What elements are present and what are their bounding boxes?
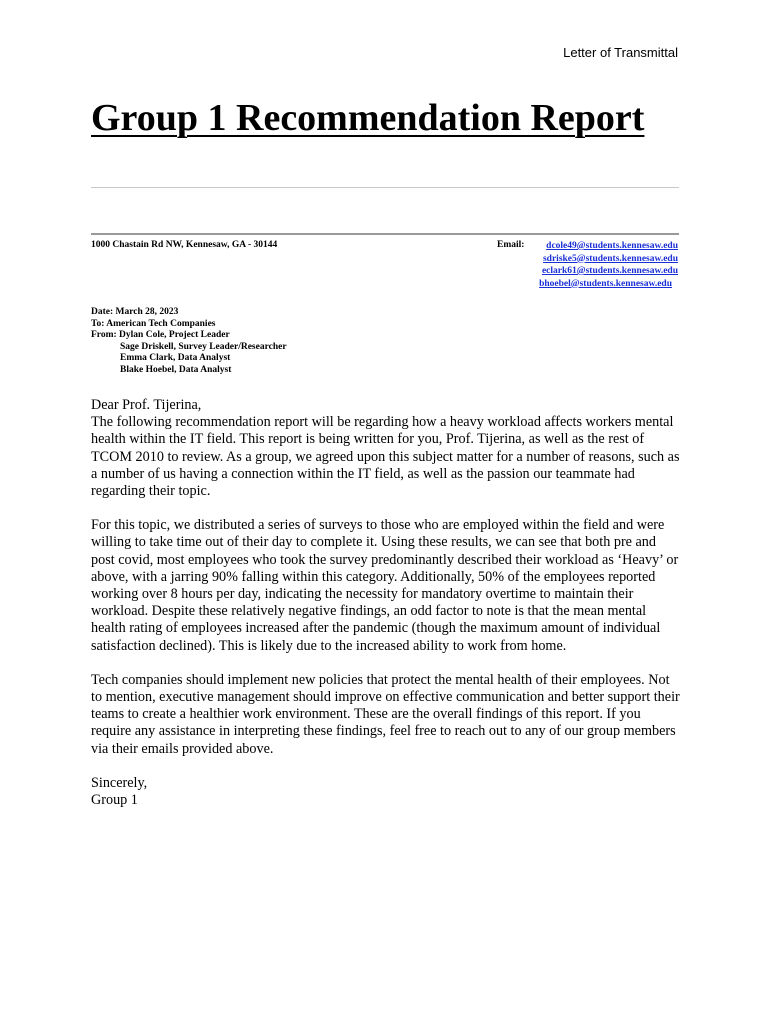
memo-from: From: Dylan Cole, Project Leader (91, 330, 230, 340)
email-label: Email: (497, 240, 525, 250)
memo-date: Date: March 28, 2023 (91, 307, 179, 317)
header-label: Letter of Transmittal (563, 45, 678, 60)
paragraph-findings: For this topic, we distributed a series of surveys to those who are employed within the field and were willing to take time out of their day to complete it. Using these results, we can see that both pre and post covid, most employees who took the survey predominantly described their workload as ‘Heavy’ or above, with a jarring 90% falling within this category. Additionally, 50% of the employees reported working over 8 hours per day, indicating the necessity for mandatory overtime to maintain their workload. Despite these relatively negative findings, an odd factor to note is that the mean mental health rating of employees increased after the pandemic (though the maximum amount of individual satisfaction declined). This is likely due to the increased ability to work from home. (91, 517, 679, 654)
memo-to: To: American Tech Companies (91, 318, 216, 329)
memo-block (91, 307, 287, 376)
memo-member: Emma Clark, Data Analyst (120, 353, 231, 363)
memo-member: Blake Hoebel, Data Analyst (120, 364, 232, 375)
signature: Group 1 (91, 792, 138, 809)
memo-member: Sage Driskell, Survey Leader/Researcher (120, 341, 287, 352)
email-link-sdriske[interactable]: sdriske5@students.kennesaw.edu (542, 253, 678, 264)
email-link-bhoebel[interactable]: bhoebel@students.kennesaw.edu (539, 278, 672, 289)
paragraph-intro: The following recommendation report will be regarding how a heavy workload affects workers mental health within the IT field. This report is being written for you, Prof. Tijerina, as well as the rest of TCOM 2010 to review. As a group, we agreed upon this subject matter for a number of reasons, such as a number of us having a connection within the IT field, as well as the passion our teammate had regarding their topic. (91, 414, 680, 500)
divider-thin (91, 187, 679, 188)
email-list (539, 240, 678, 290)
paragraph-recommendation: Tech companies should implement new policies that protect the mental health of their employees. Not to mention, executive management should improve on effective communication and better support their teams to create a healthier work environment. These are the overall findings of this report. If you require any assistance in interpreting these findings, feel free to reach out to any of our group members via their emails provided above. (91, 671, 680, 757)
page-title: Group 1 Recommendation Report (91, 97, 645, 139)
divider-mid (91, 233, 679, 235)
email-link-eclark[interactable]: eclark61@students.kennesaw.edu (541, 266, 678, 276)
closing: Sincerely, (91, 774, 148, 791)
salutation: Dear Prof. Tijerina, (91, 397, 202, 413)
letter-body (91, 397, 681, 809)
email-link-dcole[interactable]: dcole49@students.kennesaw.edu (546, 241, 678, 251)
address: 1000 Chastain Rd NW, Kennesaw, GA - 30144 (91, 240, 278, 250)
